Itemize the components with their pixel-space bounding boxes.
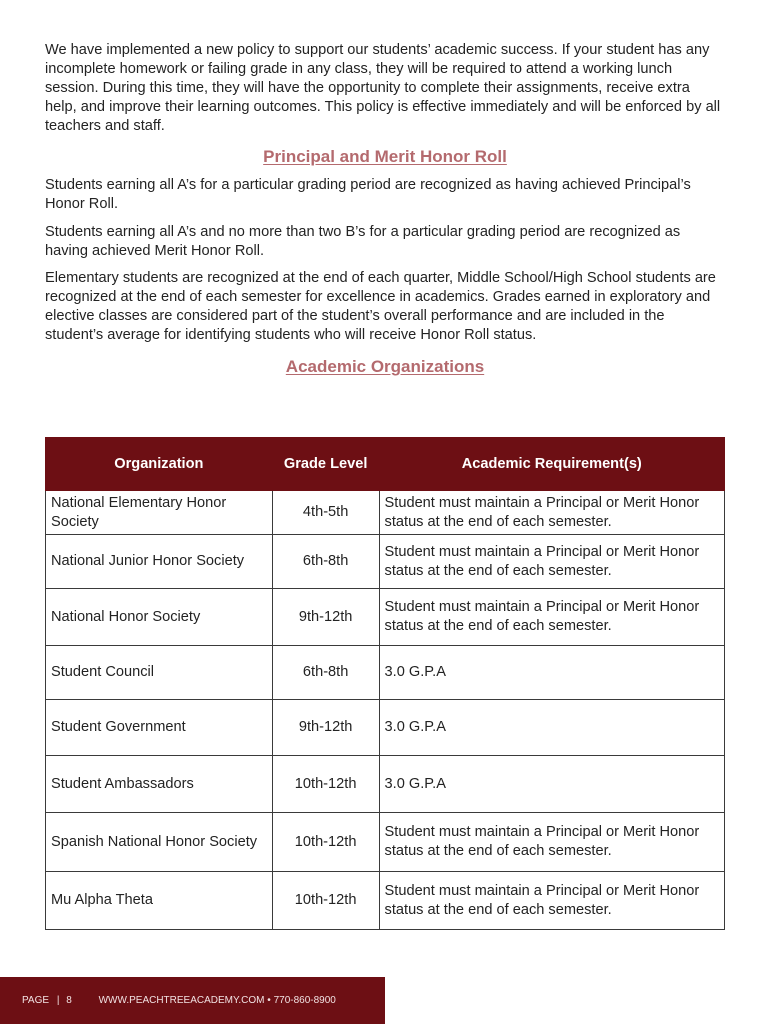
organization-cell: Spanish National Honor Society [46, 813, 273, 872]
organizations-table [45, 437, 725, 930]
phone-number: 770-860-8900 [273, 995, 336, 1006]
table-row [46, 646, 725, 700]
principal-honor-roll-paragraph: Students earning all A’s for a particular grading period are recognized as having achieved Principal’s Honor Roll. [45, 177, 691, 212]
organization-cell: Student Government [46, 700, 273, 756]
table-row [46, 813, 725, 872]
grade-level-cell: 6th-8th [272, 535, 379, 589]
footer-bullet: • [267, 995, 271, 1006]
requirement-cell: 3.0 G.P.A [379, 756, 724, 813]
organization-cell: Student Ambassadors [46, 756, 273, 813]
requirement-cell: Student must maintain a Principal or Merit Honor status at the end of each semester. [379, 813, 724, 872]
recognition-paragraph: Elementary students are recognized at the end of each quarter, Middle School/High School students are recognized at the end of each semester for excellence in academics. Grades earned in exploratory and elective classes are considered part of the student’s overall performance and are included in the student’s average for identifying students who will receive Honor Roll status. [45, 270, 716, 343]
requirement-cell: 3.0 G.P.A [379, 646, 724, 700]
policy-paragraph: We have implemented a new policy to support our students’ academic success. If your student has any incomplete homework or failing grade in any class, they will be required to attend a working lunch session. During this time, they will have the opportunity to complete their assignments, receive extra help, and improve their learning outcomes. This policy is effective immediately and will be enforced by all teachers and staff. [45, 42, 721, 134]
requirement-cell: Student must maintain a Principal or Merit Honor status at the end of each semester. [379, 491, 724, 535]
grade-level-cell: 9th-12th [272, 589, 379, 646]
organization-cell: National Junior Honor Society [46, 535, 273, 589]
table-row [46, 700, 725, 756]
column-header-grade-level: Grade Level [272, 438, 379, 491]
grade-level-cell: 4th-5th [272, 491, 379, 535]
grade-level-cell: 10th-12th [272, 813, 379, 872]
table-row [46, 535, 725, 589]
page-content [45, 41, 725, 378]
requirement-cell: Student must maintain a Principal or Merit Honor status at the end of each semester. [379, 535, 724, 589]
table-row [46, 491, 725, 535]
table-row [46, 589, 725, 646]
page-label: PAGE [22, 995, 50, 1006]
organization-cell: National Honor Society [46, 589, 273, 646]
requirement-cell: Student must maintain a Principal or Merit Honor status at the end of each semester. [379, 589, 724, 646]
requirement-cell: Student must maintain a Principal or Merit Honor status at the end of each semester. [379, 872, 724, 930]
page-number: 8 [66, 995, 72, 1006]
column-header-requirements: Academic Requirement(s) [379, 438, 724, 491]
page-footer [0, 977, 385, 1024]
grade-level-cell: 6th-8th [272, 646, 379, 700]
grade-level-cell: 10th-12th [272, 872, 379, 930]
merit-honor-roll-paragraph: Students earning all A’s and no more than two B’s for a particular grading period are recognized as having achieved Merit Honor Roll. [45, 224, 681, 259]
table-row [46, 756, 725, 813]
requirement-cell: 3.0 G.P.A [379, 700, 724, 756]
grade-level-cell: 10th-12th [272, 756, 379, 813]
honor-roll-heading: Principal and Merit Honor Roll [263, 147, 507, 166]
column-header-organization: Organization [46, 438, 273, 491]
table-header-row [46, 438, 725, 491]
organization-cell: Student Council [46, 646, 273, 700]
academic-organizations-heading: Academic Organizations [285, 357, 485, 376]
table-row [46, 872, 725, 930]
organization-cell: National Elementary Honor Society [46, 491, 273, 535]
footer-separator: | [56, 995, 60, 1006]
website-link[interactable]: WWW.PEACHTREEACADEMY.COM [98, 995, 265, 1006]
grade-level-cell: 9th-12th [272, 700, 379, 756]
organization-cell: Mu Alpha Theta [46, 872, 273, 930]
